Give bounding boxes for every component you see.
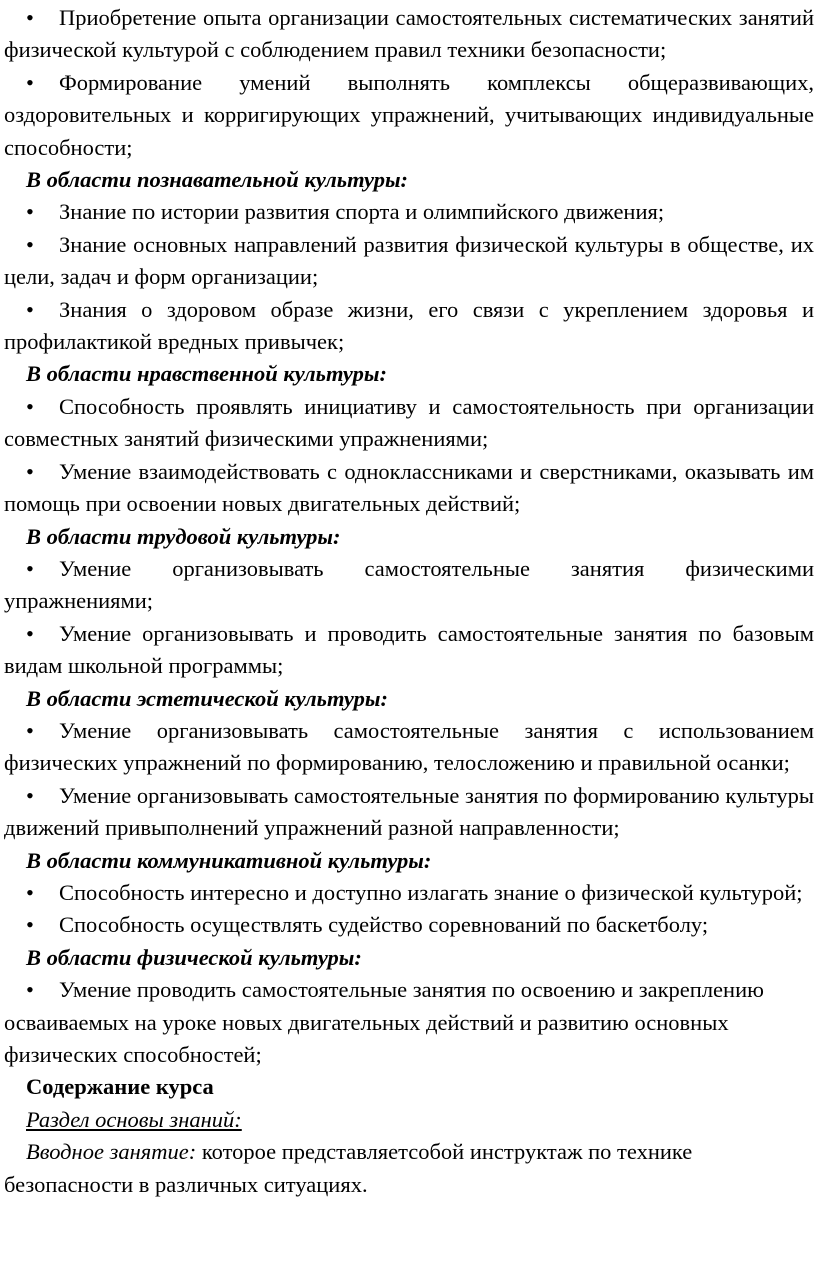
bullet-marker: •	[26, 555, 34, 581]
bullet-item	[4, 229, 814, 294]
bullet-text: Способность проявлять инициативу и самостоятельность при организации совместных занятий физическими упражнениями;	[4, 393, 814, 452]
bullet-marker: •	[26, 620, 34, 646]
intro-text: которое представляетсобой инструктаж по технике безопасности в различных ситуациях.	[4, 1139, 693, 1197]
section-heading: В области познавательной культуры:	[26, 167, 409, 193]
bullet-marker: •	[26, 199, 34, 225]
section-heading: В области физической культуры:	[26, 944, 362, 970]
bullet-text: Умение проводить самостоятельные занятия по освоению и закреплению осваиваемых на уроке новых двигательных действий и развитию основных физических способностей;	[4, 977, 764, 1067]
course-title: Содержание курса	[26, 1074, 214, 1100]
bullet-text: Знание основных направлений развития физической культуры в обществе, их цели, задач и форм организации;	[4, 231, 814, 290]
document-body	[4, 2, 814, 1071]
bullet-item	[4, 553, 814, 618]
bullet-text: Способность интересно и доступно излагать знание о физической культурой;	[59, 879, 803, 905]
bullet-marker: •	[26, 296, 34, 322]
bullet-text: Умение организовывать самостоятельные занятия физическими упражнениями;	[4, 555, 814, 614]
bullet-item	[4, 974, 814, 1071]
intro-paragraph	[4, 1136, 814, 1201]
bullet-item	[4, 780, 814, 845]
bullet-item	[4, 715, 814, 780]
bullet-item	[4, 67, 814, 164]
bullet-item	[4, 294, 814, 359]
bullet-marker: •	[26, 782, 34, 808]
bullet-marker: •	[26, 393, 34, 419]
bullet-item	[4, 909, 814, 941]
bullet-item	[4, 2, 814, 67]
bullet-marker: •	[26, 5, 34, 30]
intro-lead: Вводное занятие:	[26, 1139, 197, 1165]
bullet-item	[4, 456, 814, 521]
bullet-marker: •	[26, 717, 34, 743]
bullet-marker: •	[26, 69, 34, 95]
section-heading: В области нравственной культуры:	[26, 361, 387, 387]
bullet-text: Способность осуществлять судейство соревнований по баскетболу;	[59, 912, 709, 938]
bullet-marker: •	[26, 458, 34, 484]
bullet-marker: •	[26, 977, 34, 1003]
bullet-text: Знание по истории развития спорта и олимпийского движения;	[59, 199, 665, 225]
bullet-text: Умение взаимодействовать с одноклассниками и сверстниками, оказывать им помощь при освоении новых двигательных действий;	[4, 458, 814, 517]
bullet-marker: •	[26, 231, 34, 257]
bullet-text: Умение организовывать самостоятельные занятия по формированию культуры движений привыполнений упражнений разной направленности;	[4, 782, 814, 841]
bullet-text: Приобретение опыта организации самостоятельных систематических занятий физической культурой с соблюдением правил техники безопасности;	[4, 5, 814, 63]
bullet-text: Формирование умений выполнять комплексы общеразвивающих, оздоровительных и корригирующих упражнений, учитывающих индивидуальные способности;	[4, 69, 814, 160]
section-heading: В области коммуникативной культуры:	[26, 847, 432, 873]
bullet-item	[4, 196, 814, 228]
section-title: Раздел основы знаний:	[26, 1106, 242, 1132]
bullet-item	[4, 391, 814, 456]
bullet-item	[4, 618, 814, 683]
bullet-marker: •	[26, 879, 34, 905]
bullet-item	[4, 877, 814, 909]
section-heading: В области трудовой культуры:	[26, 523, 341, 549]
bullet-text: Умение организовывать и проводить самостоятельные занятия по базовым видам школьной программы;	[4, 620, 814, 679]
section-heading: В области эстетической культуры:	[26, 685, 388, 711]
bullet-text: Умение организовывать самостоятельные занятия с использованием физических упражнений по формированию, телосложению и правильной осанки;	[4, 717, 814, 776]
bullet-marker: •	[26, 912, 34, 938]
bullet-text: Знания о здоровом образе жизни, его связи с укреплением здоровья и профилактикой вредных привычек;	[4, 296, 814, 355]
